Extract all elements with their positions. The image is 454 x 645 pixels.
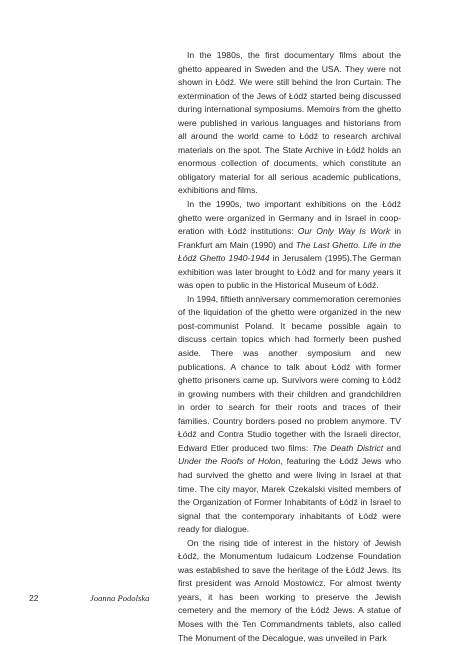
paragraph-text: , featuring the Łódź Jews who had survived the ghetto and were living in Israel at that time. The city mayor, Marek Czekalski visited members of the Organization of Former Inhabitants of Łódź in Israel to signal that the contemporary inhabitants of Łódź were ready for dialogue. (178, 456, 401, 535)
paragraph-1990s (178, 198, 401, 293)
paragraph-text: in Jerusalem (1995).The German exhibition was later brought to Łódź and for many years it was open to public in the Historical Museum of Łódź. (178, 253, 401, 291)
page-number: 22 (29, 593, 39, 603)
exhibition-title-our-only-way: Our Only Way Is Work (297, 226, 391, 237)
paragraph-text: In 1994, fiftieth anniversary commemoration ceremonies of the liquidation of the ghetto were organized in the new post-communist Poland. It became possible again to discuss certain topics which had formerly been pushed aside. There was another symposium and new publications. A chance to talk about Łódź with former ghetto prisoners came up. Survivors were coming to Łódź in growing numbers with their children and grandchildren in order to search for their roots and traces of their families. Country borders posed no problem anymore. TV Łódź and Contra Studio together with the Israeli director, Edward Etler produced two films: (178, 293, 401, 453)
paragraph-text: in Frankfurt am Main (1990) and (178, 226, 402, 250)
body-text-column (178, 49, 401, 645)
exhibition-title-last-ghetto: The Last Ghetto. Life in the Łódź Ghetto 1940-1944 (178, 239, 401, 264)
running-author: Joanna Podolska (90, 593, 150, 603)
paragraph-foundation: On the rising tide of interest in the history of Jewish Łódź, the Monumentum Iudaicum Lodzense Foundation was established to save the heritage of the Łódź Jews. Its first president was Arnold Mostowicz. For almost twenty years, it has been working to preserve the Jewish cemetery and the memory of the Łódź Jews. A statue of Moses with the Ten Commandments tablets, also called The Monument of the Decalogue, was unveiled in Park (178, 537, 401, 643)
page-footer (0, 593, 454, 607)
paragraph-text: In the 1990s, two important exhibitions on the Łódź ghetto were organized in Germany and in Israel in cooperation with Łódź institutions: (178, 199, 401, 237)
paragraph-1994 (178, 293, 401, 537)
paragraph-1980s: In the 1980s, the first documentary films about the ghetto appeared in Sweden and the USA. They were not shown in Łódź. We were still behind the Iron Curtain. The extermination of the Jews of Łódź started being discussed during international symposiums. Memoirs from the ghetto were published in various languages and historians from all around the world came to Łódź to research archival materials on the spot. The State Archive in Łódź holds an enormous collection of documents, which constitute an obligatory material for all serious academic publications, exhibitions and films. (178, 50, 401, 196)
paragraph-text: and (383, 442, 401, 453)
film-title-death-district: The Death District (311, 442, 384, 453)
film-title-roofs-of-holon: Under the Roofs of Holon (178, 456, 281, 467)
